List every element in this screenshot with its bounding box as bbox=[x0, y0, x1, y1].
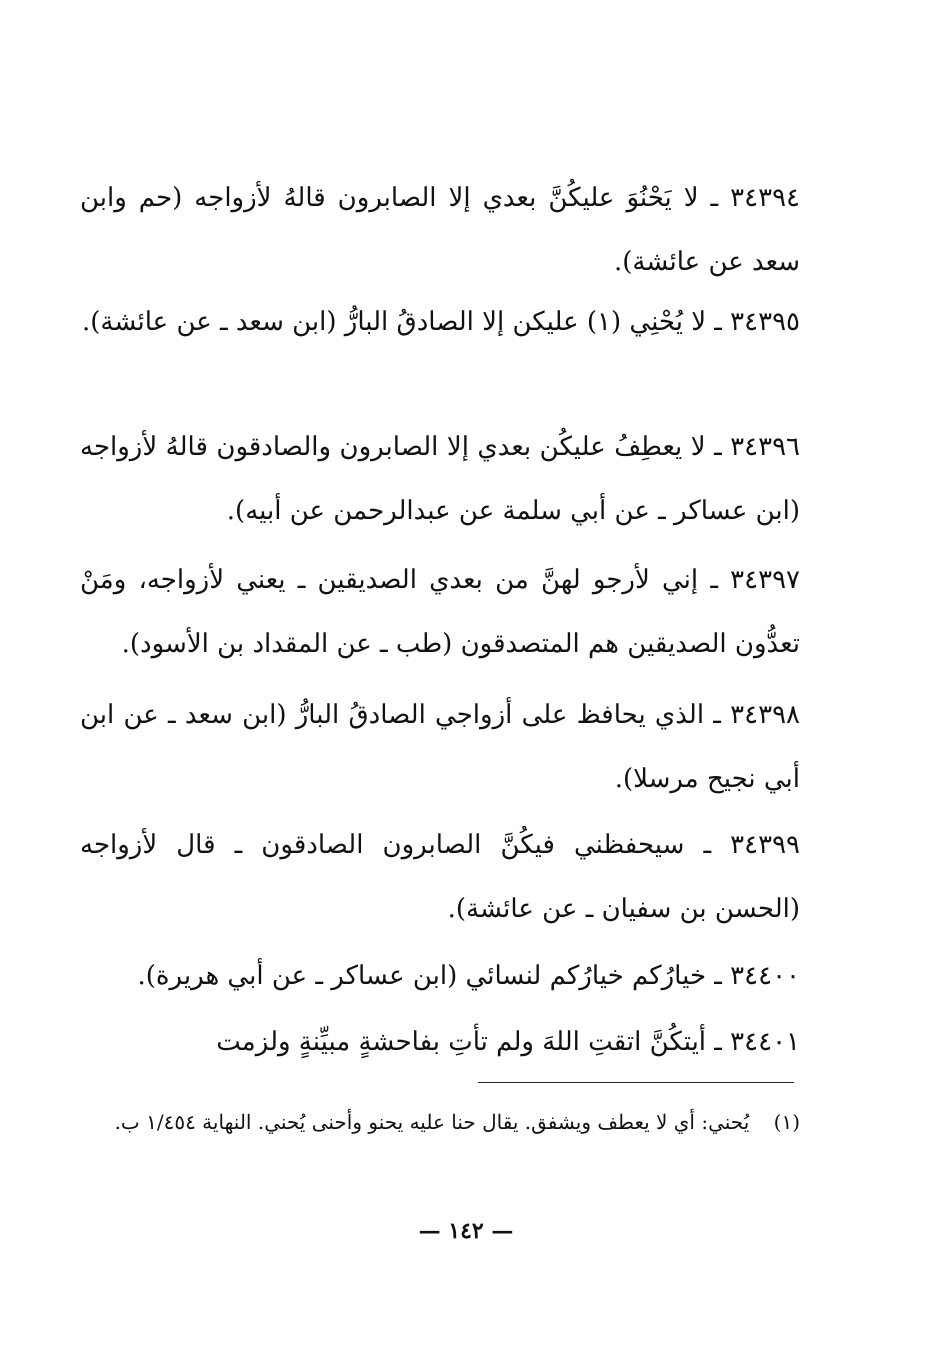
footnote bbox=[80, 1100, 800, 1144]
footnote-marker: (١) bbox=[773, 1110, 800, 1134]
hadith-entry-34396: ٣٤٣٩٦ ـ لا يعطِفُ عليكُن بعدي إلا الصابرون والصادقون قالهُ لأزواجه (ابن عساكر ـ عن أبي سلمة عن عبدالرحمن عن أبيه). bbox=[80, 432, 800, 526]
hadith-entry-34400: ٣٤٤٠٠ ـ خيارُكم خيارُكم لنسائي (ابن عساكر ـ عن أبي هريرة). bbox=[137, 961, 800, 991]
footnote-divider bbox=[478, 1082, 794, 1083]
hadith-entry-34397: ٣٤٣٩٧ ـ إني لأرجو لهنَّ من بعدي الصديقين ـ يعني لأزواجه، ومَنْ تعدُّون الصديقين هم المتصدقون (طب ـ عن المقداد بن الأسود). bbox=[80, 565, 800, 659]
hadith-entry-34394: ٣٤٣٩٤ ـ لا يَحْنُوَ عليكُنَّ بعدي إلا الصابرون قالهُ لأزواجه (حم وابن سعد عن عائشة). bbox=[80, 183, 800, 277]
hadith-entry-34395: ٣٤٣٩٥ ـ لا يُحْنِي (١) عليكن إلا الصادقُ البارُّ (ابن سعد ـ عن عائشة). bbox=[81, 307, 800, 337]
hadith-entry-34399: ٣٤٣٩٩ ـ سيحفظني فيكُنَّ الصابرون الصادقون ـ قال لأزواجه (الحسن بن سفيان ـ عن عائشة). bbox=[80, 830, 800, 924]
hadith-entry-34398: ٣٤٣٩٨ ـ الذي يحافظ على أزواجي الصادقُ البارُّ (ابن سعد ـ عن ابن أبي نجيح مرسلا). bbox=[80, 700, 800, 794]
hadith-entry-34401: ٣٤٤٠١ ـ أيتكُنَّ اتقتِ اللهَ ولم تأتِ بفاحشةٍ مبيِّنةٍ ولزمت bbox=[216, 1027, 800, 1057]
footnote-text: يُحني: أي لا يعطف ويشفق. يقال حنا عليه يحنو وأحنى يُحني. النهاية ١/٤٥٤ ب. bbox=[114, 1110, 750, 1134]
page-number: — ١٤٢ — bbox=[418, 1218, 514, 1244]
